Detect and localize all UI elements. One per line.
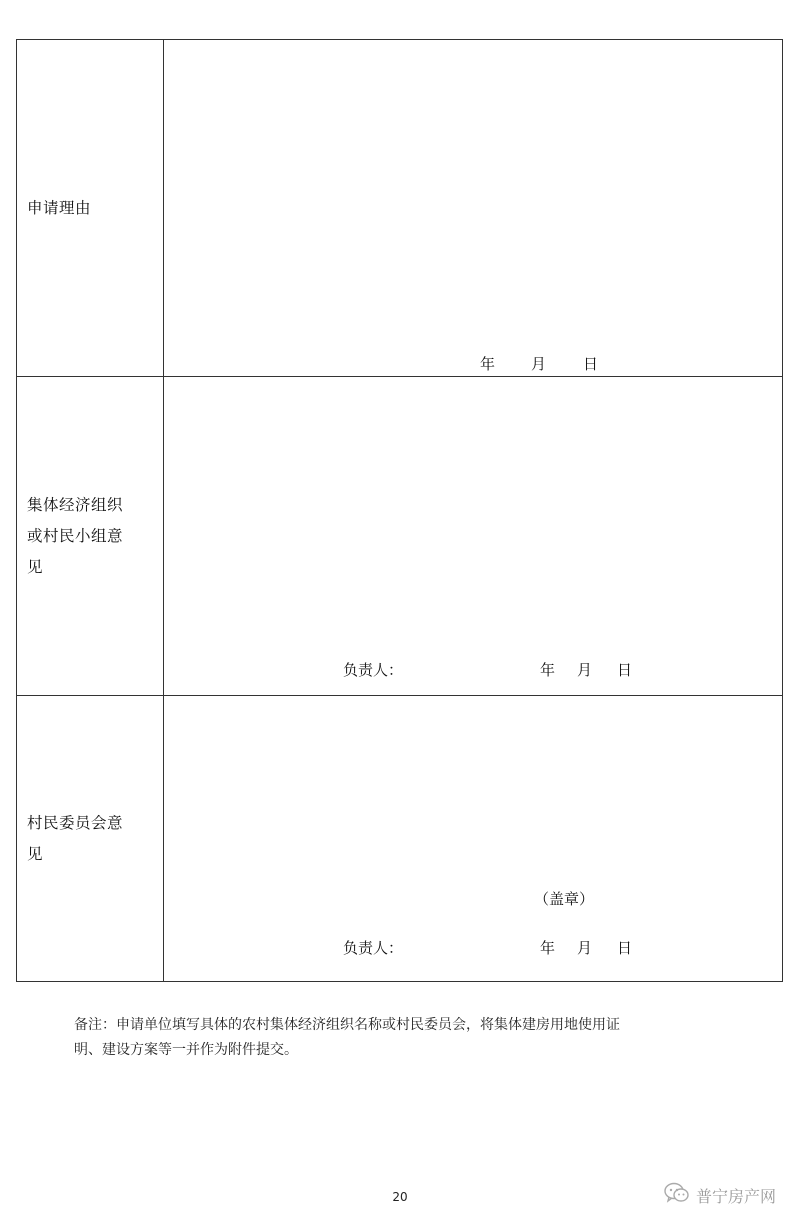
watermark-text: 普宁房产网 — [695, 1186, 776, 1206]
village-committee-opinion-field[interactable] — [164, 696, 783, 982]
form-row-reason — [17, 40, 783, 377]
date-day: 日 — [617, 939, 633, 957]
label-line: 集体经济组织 — [27, 495, 124, 514]
date-day: 日 — [583, 355, 599, 373]
date-year: 年 — [480, 355, 496, 373]
remarks-line: 明、建设方案等一并作为附件提交。 — [74, 1042, 298, 1058]
date-day: 日 — [617, 661, 633, 679]
label-collective-opinion — [17, 377, 164, 696]
watermark — [664, 1182, 776, 1208]
date-month: 月 — [577, 661, 593, 679]
label-text: 申请理由 — [27, 198, 92, 217]
page-number: 20 — [392, 1190, 408, 1204]
seal-label: （盖章） — [534, 890, 595, 908]
label-village-committee-opinion — [17, 696, 164, 982]
label-application-reason — [17, 40, 164, 377]
responsible-person-label: 负责人： — [343, 939, 404, 957]
label-line: 村民委员会意 — [27, 813, 124, 832]
application-form-table — [16, 39, 783, 982]
label-line: 或村民小组意 — [27, 526, 124, 545]
collective-opinion-field[interactable] — [164, 377, 783, 696]
application-reason-field[interactable] — [164, 40, 783, 377]
form-row-collective-opinion — [17, 377, 783, 696]
label-line: 见 — [27, 844, 44, 863]
remarks-line: 备注：申请单位填写具体的农村集体经济组织名称或村民委员会，将集体建房用地使用证 — [74, 1017, 620, 1033]
date-year: 年 — [540, 661, 556, 679]
label-line: 见 — [27, 557, 44, 576]
date-month: 月 — [577, 939, 593, 957]
wechat-icon — [664, 1182, 690, 1208]
form-row-village-committee-opinion — [17, 696, 783, 982]
remarks-note — [74, 1013, 754, 1063]
responsible-person-label: 负责人： — [343, 661, 404, 679]
date-month: 月 — [531, 355, 547, 373]
date-year: 年 — [540, 939, 556, 957]
